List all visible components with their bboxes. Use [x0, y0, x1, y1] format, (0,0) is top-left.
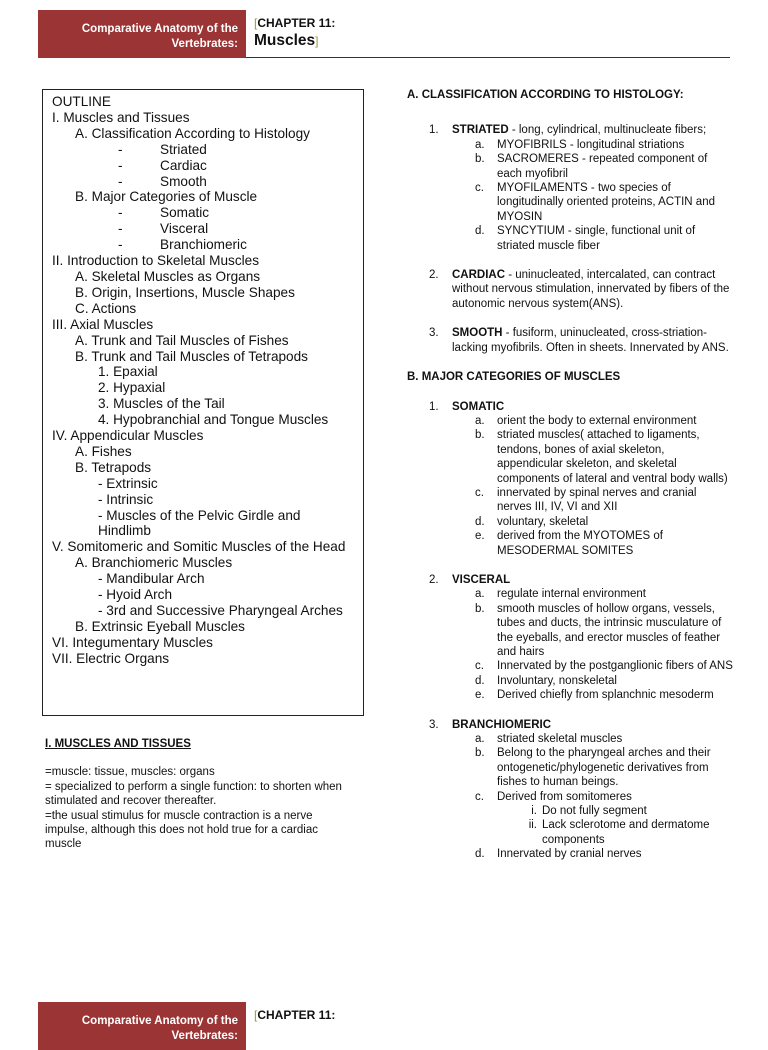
- dash: -: [118, 173, 123, 189]
- paragraph: =muscle: tissue, muscles: organs: [45, 766, 215, 779]
- sub-text: orient the body to external environment: [497, 414, 697, 427]
- outline-item: 4. Hypobranchial and Tongue Muscles: [98, 412, 329, 428]
- sub-item: [407, 659, 733, 673]
- outline-item: C. Actions: [75, 300, 137, 316]
- sub-letter: b.: [475, 747, 485, 760]
- course-title-band: [38, 1002, 246, 1050]
- sub-letter: d.: [475, 225, 485, 238]
- sub-text: MYOFIBRILS - longitudinal striations: [497, 138, 685, 151]
- outline-item: - Mandibular Arch: [98, 571, 205, 587]
- section-heading: I. MUSCLES AND TISSUES: [45, 738, 191, 750]
- item-number: 3.: [429, 327, 439, 340]
- sub-text: SACROMERES - repeated component of each myofibril: [497, 153, 708, 180]
- outline-item: A. Skeletal Muscles as Organs: [75, 268, 261, 284]
- sub-letter: a.: [475, 138, 485, 151]
- outline-item: 2. Hypaxial: [98, 380, 166, 396]
- chapter-number: CHAPTER 11:: [257, 1008, 336, 1022]
- roman-text: Lack sclerotome and dermatome components: [542, 819, 710, 846]
- chapter-label: [254, 1008, 335, 1022]
- sub-letter: e.: [475, 530, 485, 543]
- sub-item: [407, 732, 733, 746]
- outline-item: II. Introduction to Skeletal Muscles: [52, 253, 260, 269]
- section-muscles-and-tissues: [45, 737, 355, 852]
- outline-item: B. Trunk and Tail Muscles of Tetrapods: [75, 348, 308, 364]
- sub-text: striated muscles( attached to ligaments, tendons, bones of axial skeleton, appendicular skeleton, and skeletal components of lateral and ventral body walls): [497, 429, 728, 485]
- outline-text: Striated: [160, 141, 207, 157]
- dash: -: [118, 141, 123, 157]
- term: STRIATED: [452, 124, 509, 137]
- dash: -: [118, 237, 123, 253]
- sub-text: regulate internal environment: [497, 588, 646, 601]
- sub-letter: b.: [475, 153, 485, 166]
- outline-item: A. Trunk and Tail Muscles of Fishes: [75, 332, 289, 348]
- sub-text: Belong to the pharyngeal arches and their ontogenetic/phylogenetic derivatives from fishes to human beings.: [497, 747, 711, 789]
- outline-item: VII. Electric Organs: [52, 650, 170, 666]
- sub-item: [407, 486, 733, 515]
- dash: -: [118, 205, 123, 221]
- outline-item: [52, 237, 363, 253]
- sub-letter: a.: [475, 414, 485, 427]
- outline-item: [52, 142, 363, 158]
- outline-item: 1. Epaxial: [98, 364, 158, 380]
- sub-text: voluntary, skeletal: [497, 515, 589, 528]
- course-title-line2: Vertebrates:: [171, 1030, 238, 1042]
- sub-text: Innervated by the postganglionic fibers of ANS: [497, 660, 733, 673]
- sub-letter: e.: [475, 689, 485, 702]
- roman-item: [407, 818, 733, 847]
- sub-letter: d.: [475, 848, 485, 861]
- sub-item: [407, 181, 733, 224]
- outline-item: - Intrinsic: [98, 491, 154, 507]
- outline-item: [52, 205, 363, 221]
- roman-numeral: i.: [531, 805, 537, 818]
- term: CARDIAC: [452, 269, 506, 282]
- term: SOMATIC: [452, 400, 505, 413]
- outline-item: - 3rd and Successive Pharyngeal Arches: [98, 603, 343, 618]
- sub-text: striated skeletal muscles: [497, 733, 623, 746]
- roman-item: [407, 804, 733, 818]
- sub-item: [407, 790, 733, 804]
- sub-letter: c.: [475, 790, 484, 803]
- dash: -: [118, 157, 123, 173]
- outline-item: [52, 221, 363, 237]
- sub-item: [407, 688, 733, 702]
- roman-numeral: ii.: [528, 819, 537, 832]
- chapter-number: CHAPTER 11:: [257, 16, 336, 30]
- striated-item: [407, 123, 733, 137]
- course-title-line2: Vertebrates:: [171, 38, 238, 50]
- sub-text: Derived from somitomeres: [497, 790, 632, 803]
- sub-item: [407, 529, 733, 558]
- sub-item: [407, 674, 733, 688]
- right-column: [407, 88, 733, 862]
- sub-letter: c.: [475, 660, 484, 673]
- course-title-line1: Comparative Anatomy of the: [81, 1015, 238, 1027]
- sub-text: Innervated by cranial nerves: [497, 848, 642, 861]
- outline-item: I. Muscles and Tissues: [52, 109, 190, 125]
- outline-text: Visceral: [160, 221, 209, 237]
- outline-heading: OUTLINE: [52, 94, 111, 109]
- paragraph: = specialized to perform a single function: to shorten when stimulated and recover thereafter.: [45, 780, 342, 808]
- section-b-heading: B. MAJOR CATEGORIES OF MUSCLES: [407, 371, 621, 384]
- outline-box: [42, 89, 364, 716]
- course-title-band: [38, 10, 246, 58]
- outline-item: [52, 174, 363, 190]
- sub-letter: d.: [475, 674, 485, 687]
- item-number: 2.: [429, 269, 439, 282]
- outline-item: III. Axial Muscles: [52, 316, 154, 332]
- bracket-open: [: [254, 1008, 258, 1022]
- sub-letter: c.: [475, 182, 484, 195]
- sub-text: Derived chiefly from splanchnic mesoderm: [497, 689, 714, 702]
- sub-letter: a.: [475, 588, 485, 601]
- course-title-line1: Comparative Anatomy of the: [81, 23, 238, 35]
- item-number: 2.: [429, 573, 439, 586]
- outline-item: V. Somitomeric and Somitic Muscles of the Head: [52, 539, 346, 555]
- cardiac-item: [407, 268, 733, 311]
- bracket-open: [: [254, 16, 258, 30]
- outline-item: B. Extrinsic Eyeball Muscles: [75, 618, 245, 634]
- term-description: - fusiform, uninucleated, cross-striation-lacking myofibrils. Often in sheets. Innervated by ANS.: [452, 327, 729, 354]
- roman-text: Do not fully segment: [542, 805, 647, 818]
- chapter-title-text: Muscles: [254, 32, 316, 49]
- dash: -: [118, 221, 123, 237]
- sub-item: [407, 152, 733, 181]
- page-header: [38, 10, 730, 58]
- term-description: - long, cylindrical, multinucleate fibers;: [508, 124, 707, 137]
- visceral-item: [407, 573, 733, 587]
- term: SMOOTH: [452, 327, 503, 340]
- sub-item: [407, 587, 733, 601]
- outline-text: Branchiomeric: [160, 237, 247, 253]
- sub-item: [407, 428, 733, 486]
- sub-text: MYOFILAMENTS - two species of longitudinally oriented proteins, ACTIN and MYOSIN: [497, 182, 715, 223]
- chapter-label: [254, 16, 335, 30]
- outline-item: [52, 158, 363, 174]
- sub-letter: b.: [475, 602, 485, 615]
- outline-item: - Hyoid Arch: [98, 587, 173, 603]
- sub-letter: a.: [475, 733, 485, 746]
- sub-item: [407, 515, 733, 529]
- outline-item: B. Tetrapods: [75, 459, 152, 475]
- outline-item: 3. Muscles of the Tail: [98, 396, 225, 412]
- somatic-item: [407, 400, 733, 414]
- outline-text: Somatic: [160, 205, 210, 221]
- term-description: - uninucleated, intercalated, can contract without nervous stimulation, innervated by fibers of the autonomic nervous system(ANS).: [452, 269, 730, 310]
- sub-text: derived from the MYOTOMES of MESODERMAL SOMITES: [497, 530, 663, 557]
- sub-item: [407, 602, 733, 660]
- bracket-close: ]: [315, 34, 319, 48]
- smooth-item: [407, 326, 733, 355]
- outline-item: - Muscles of the Pelvic Girdle and Hindlimb: [98, 507, 301, 539]
- sub-item: [407, 224, 733, 253]
- chapter-title: [254, 32, 319, 50]
- outline-text: Cardiac: [160, 157, 207, 173]
- item-number: 3.: [429, 718, 439, 731]
- sub-letter: c.: [475, 486, 484, 499]
- outline-item: A. Branchiomeric Muscles: [75, 555, 233, 571]
- section-a-heading: A. CLASSIFICATION ACCORDING TO HISTOLOGY:: [407, 89, 684, 101]
- header-rule: [246, 57, 730, 58]
- sub-letter: b.: [475, 429, 485, 442]
- outline-item: B. Origin, Insertions, Muscle Shapes: [75, 284, 295, 300]
- term: BRANCHIOMERIC: [452, 718, 552, 731]
- outline-item: A. Fishes: [75, 443, 132, 459]
- outline-item: IV. Appendicular Muscles: [52, 428, 204, 444]
- outline-item: - Extrinsic: [98, 475, 158, 491]
- sub-text: innervated by spinal nerves and cranial nerves III, IV, VI and XII: [497, 486, 697, 514]
- sub-item: [407, 847, 733, 861]
- outline-item: B. Major Categories of Muscle: [75, 189, 258, 205]
- sub-text: Involuntary, nonskeletal: [497, 674, 617, 687]
- paragraph: =the usual stimulus for muscle contraction is a nerve impulse, although this does not hold true for a cardiac muscle: [45, 809, 318, 851]
- item-number: 1.: [429, 400, 439, 413]
- sub-item: [407, 746, 733, 789]
- item-number: 1.: [429, 124, 439, 137]
- sub-letter: d.: [475, 515, 485, 528]
- term: VISCERAL: [452, 573, 511, 586]
- outline-item: VI. Integumentary Muscles: [52, 634, 213, 650]
- sub-text: SYNCYTIUM - single, functional unit of striated muscle fiber: [497, 225, 696, 252]
- branchiomeric-item: [407, 718, 733, 732]
- sub-item: [407, 414, 733, 428]
- outline-text: Smooth: [160, 173, 207, 189]
- sub-text: smooth muscles of hollow organs, vessels, tubes and ducts, the intrinsic musculature of the eyeballs, and erector muscles of feather and hairs: [497, 602, 722, 658]
- outline-item: A. Classification According to Histology: [75, 125, 310, 141]
- next-page-header: [38, 1002, 730, 1050]
- sub-item: [407, 138, 733, 152]
